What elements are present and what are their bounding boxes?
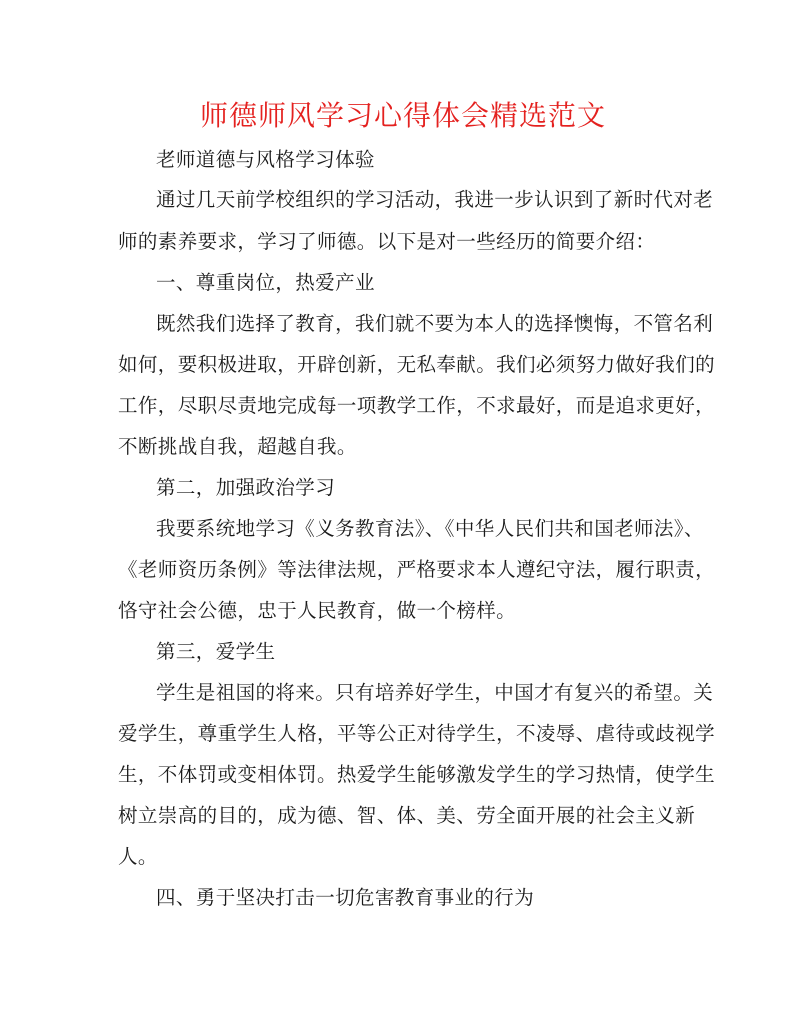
text-line: 既然我们选择了教育，我们就不要为本人的选择懊悔，不管名利 (156, 312, 714, 335)
section-heading: 第二，加强政治学习 (156, 476, 336, 499)
text-line: 通过几天前学校组织的学习活动，我进一步认识到了新时代对老 (156, 188, 714, 211)
text-line: 学生是祖国的将来。只有培养好学生，中国才有复兴的希望。关 (156, 681, 714, 704)
text-line: 不断挑战自我，超越自我。 (118, 435, 357, 458)
document-title: 师德师风学习心得体会精选范文 (199, 99, 606, 132)
text-line: 人。 (118, 845, 158, 868)
text-line: 树立崇高的目的，成为德、智、体、美、劳全面开展的社会主义新 (118, 804, 696, 827)
text-line: 我要系统地学习《义务教育法》、《中华人民们共和国老师法》、 (156, 517, 704, 540)
text-line: 工作，尽职尽责地完成每一项教学工作，不求最好，而是追求更好， (118, 394, 716, 417)
section-heading: 四、勇于坚决打击一切危害教育事业的行为 (156, 886, 535, 909)
document-page (118, 95, 716, 909)
text-line: 爱学生，尊重学生人格，平等公正对待学生，不凌辱、虐待或歧视学 (118, 722, 716, 745)
text-line: 《老师资历条例》等法律法规，严格要求本人遵纪守法，履行职责， (118, 558, 716, 581)
text-line: 师的素养要求，学习了师德。以下是对一些经历的简要介绍： (118, 230, 656, 253)
text-line: 如何，要积极进取，开辟创新，无私奉献。我们必须努力做好我们的 (118, 353, 716, 376)
text-line: 生，不体罚或变相体罚。热爱学生能够激发学生的学习热情，使学生 (118, 763, 716, 786)
text-line: 恪守社会公德，忠于人民教育，做一个榜样。 (118, 599, 517, 622)
section-heading: 老师道德与风格学习体验 (156, 148, 375, 171)
section-heading: 第三，爱学生 (156, 640, 276, 663)
section-heading: 一、尊重岗位，热爱产业 (156, 271, 375, 294)
